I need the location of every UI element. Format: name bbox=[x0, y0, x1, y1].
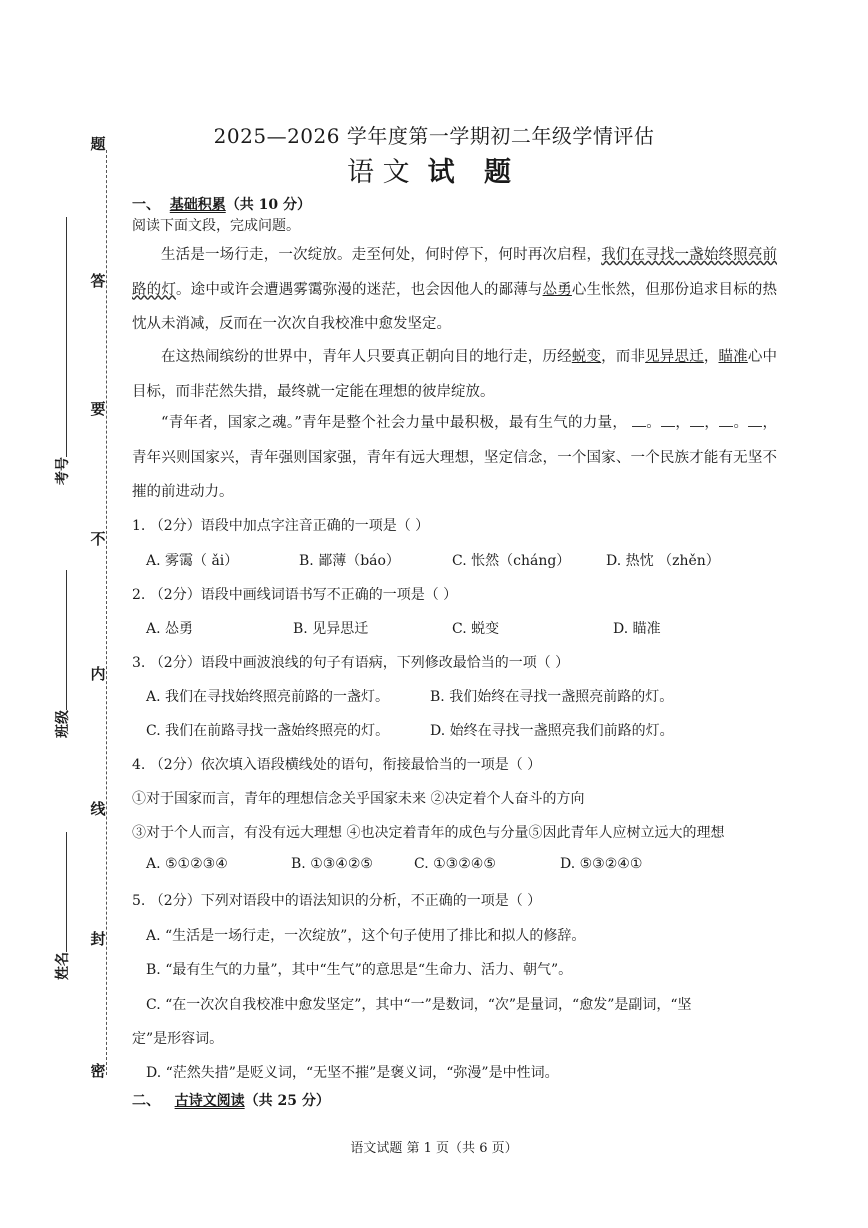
subject-title: 语 文 试 题 bbox=[347, 157, 521, 188]
banji-field[interactable] bbox=[52, 570, 72, 738]
q2-option-d[interactable]: D. 瞄准 bbox=[613, 621, 661, 637]
passage-paragraph-3: “青年者，国家之魂。”青年是整个社会力量中最积极，最有生气的力量， 。 ， ， 。 ，青年兴则国家兴，青年强则国家强，青年有远大理想，坚定信念，一个国家、一个民族才能有无坚不摧的前进动力。 bbox=[132, 415, 778, 500]
q5-option-d[interactable]: D. “茫然失措”是贬义词，“无坚不摧”是褒义词，“弥漫”是中性词。 bbox=[146, 1065, 559, 1081]
q2-option-a[interactable]: A. 怂勇 bbox=[146, 621, 194, 637]
q5-option-a[interactable]: A. “生活是一场行走，一次绽放”，这个句子使用了排比和拟人的修辞。 bbox=[146, 928, 586, 944]
seal-char: 不 bbox=[90, 530, 106, 548]
banji-label: 班级 bbox=[55, 710, 71, 738]
seal-char: 答 bbox=[90, 272, 106, 290]
q1-option-a[interactable]: A. 雾霭（ ǎi） bbox=[146, 553, 239, 569]
seal-char: 线 bbox=[90, 800, 106, 818]
section-heading: 二、 古诗文阅读（共 25 分） bbox=[132, 1093, 330, 1109]
seal-char: 封 bbox=[90, 930, 106, 948]
question-3-stem: 3. （2分）语段中画波浪线的句子有语病，下列修改最恰当的一项（ ） bbox=[132, 655, 570, 671]
q1-option-c[interactable]: C. 怅然（cháng） bbox=[452, 553, 571, 569]
q3-option-a[interactable]: A. 我们在寻找始终照亮前路的一盏灯。 bbox=[146, 689, 390, 705]
q5-option-c-cont: 定”是形容词。 bbox=[132, 1031, 224, 1047]
question-2-stem: 2. （2分）语段中画线词语书写不正确的一项是（ ） bbox=[132, 587, 458, 603]
section-heading: 一、 基础积累（共 10 分） bbox=[132, 197, 311, 213]
seal-char: 要 bbox=[90, 400, 106, 418]
instruction: 阅读下面文段，完成问题。 bbox=[132, 218, 300, 234]
passage-paragraph-2: 在这热闹缤纷的世界中，青年人只要真正朝向目的地行走，历经蜕变，而非见异思迁，瞄准心中目标，而非茫然失措，最终就一定能在理想的彼岸绽放。 bbox=[132, 349, 778, 400]
question-5-stem: 5. （2分）下列对语段中的语法知识的分析，不正确的一项是（ ） bbox=[132, 893, 542, 909]
q3-option-c[interactable]: C. 我们在前路寻找一盏始终照亮的灯。 bbox=[146, 723, 390, 739]
q2-option-c[interactable]: C. 蜕变 bbox=[452, 621, 500, 637]
q4-sentence-line-2: ③对于个人而言，有没有远大理想 ④也决定着青年的成色与分量⑤因此青年人应树立远大的理想 bbox=[132, 825, 725, 841]
q5-option-c[interactable]: C. “在一次次自我校准中愈发坚定”，其中“一”是数词，“次”是量词，“愈发”是副词，“坚 bbox=[146, 997, 692, 1013]
question-4-stem: 4. （2分）依次填入语段横线处的语句，衔接最恰当的一项是（ ） bbox=[132, 757, 542, 773]
question-1-stem: 1. （2分）语段中加点字注音正确的一项是（ ） bbox=[132, 518, 430, 534]
seal-char: 内 bbox=[90, 665, 106, 683]
q3-option-b[interactable]: B. 我们始终在寻找一盏照亮前路的灯。 bbox=[430, 689, 674, 705]
q4-option-a[interactable]: A. ⑤①②③④ bbox=[146, 856, 228, 872]
q2-option-b[interactable]: B. 见异思迁 bbox=[293, 621, 369, 637]
page-footer: 语文试题 第 1 页（共 6 页） bbox=[350, 1141, 518, 1156]
xingming-field[interactable] bbox=[52, 832, 72, 980]
seal-char: 题 bbox=[90, 135, 106, 153]
q4-option-c[interactable]: C. ①③②④⑤ bbox=[414, 856, 496, 872]
kaohao-field[interactable] bbox=[52, 217, 72, 485]
passage-paragraph-1: 生活是一场行走，一次绽放。走至何处，何时停下，何时再次启程，我们在寻找一盏始终照亮前路的灯。途中或许会遭遇雾霭弥漫的迷茫，也会因他人的鄙薄与怂勇心生怅然，但那份追求目标的热忱从未消减，反而在一次次自我校准中愈发坚定。 bbox=[132, 247, 778, 332]
seal-char: 密 bbox=[90, 1062, 106, 1080]
q4-option-b[interactable]: B. ①③④②⑤ bbox=[291, 856, 373, 872]
q4-option-d[interactable]: D. ⑤③②④① bbox=[560, 856, 643, 872]
q4-sentence-line-1: ①对于国家而言，青年的理想信念关乎国家未来 ②决定着个人奋斗的方向 bbox=[132, 791, 585, 807]
q1-option-d[interactable]: D. 热忱 （zhěn） bbox=[606, 553, 720, 569]
q1-option-b[interactable]: B. 鄙薄（báo） bbox=[299, 553, 400, 569]
kaohao-label: 考号 bbox=[55, 457, 71, 485]
exam-title: 2025—2026 学年度第一学期初二年级学情评估 bbox=[213, 124, 655, 148]
q5-option-b[interactable]: B. “最有生气的力量”，其中“生气”的意思是“生命力、活力、朝气”。 bbox=[146, 962, 573, 978]
xingming-label: 姓名 bbox=[55, 952, 71, 980]
q3-option-d[interactable]: D. 始终在寻找一盏照亮我们前路的灯。 bbox=[430, 723, 674, 739]
wavy-sentence: 我们在寻找一盏始终照亮前路的灯 bbox=[132, 247, 778, 298]
